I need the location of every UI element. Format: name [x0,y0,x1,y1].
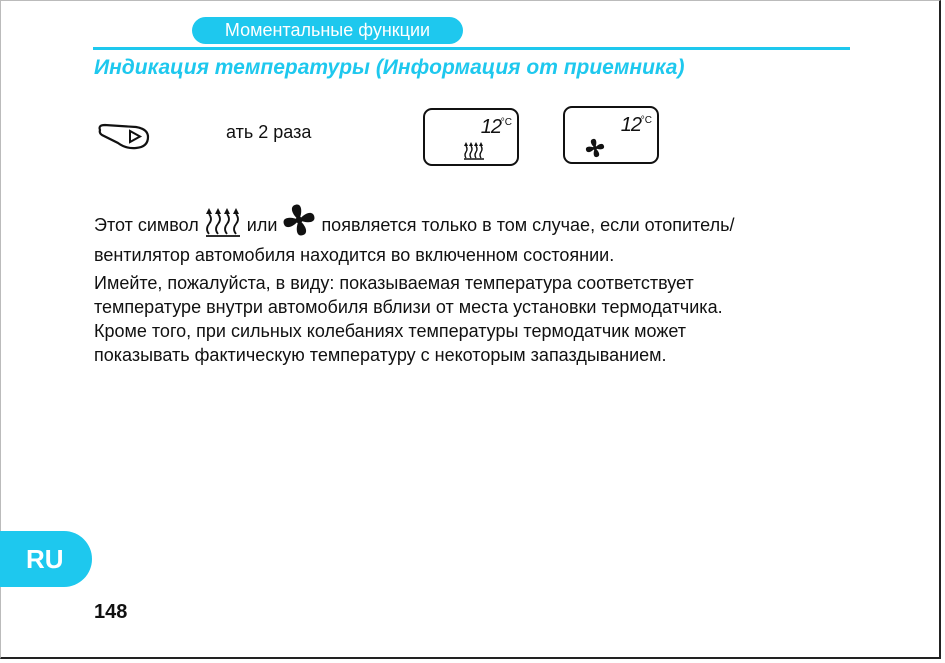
lcd-temperature: 12 [620,114,641,136]
p1-part3: появляется только в том случае, если отопитель/ [321,215,735,235]
lcd-temperature: 12 [480,116,501,138]
heater-icon [463,142,485,165]
language-badge: RU [0,531,92,587]
section-tab: Моментальные функции [192,17,463,44]
heater-icon [204,207,242,243]
page-heading: Индикация температуры (Информация от приемника) [94,56,685,79]
fan-icon [282,203,316,243]
fan-icon [585,138,605,163]
p1-part1: Этот символ [94,215,199,235]
note-line: температуре внутри автомобиля вблизи от места установки термодатчика. [94,297,723,317]
note-line: Кроме того, при сильных колебаниях температуры термодатчик может [94,321,687,341]
lcd-unit: °C [640,115,652,126]
note-line: показывать фактическую температуру с некоторым запаздыванием. [94,345,667,365]
heading-rule [93,47,850,50]
play-button-icon [96,121,150,156]
symbol-explanation [94,203,734,267]
press-instruction: ать 2 раза [226,122,312,142]
p1-line2: вентилятор автомобиля находится во включенном состоянии. [94,245,615,265]
note-line: Имейте, пожалуйста, в виду: показываемая температура соответствует [94,273,694,293]
lcd-display-heater [423,108,519,166]
lcd-display-fan [563,106,659,164]
p1-part2: или [246,215,278,235]
lcd-unit: °C [500,117,512,128]
page-number: 148 [94,601,128,623]
note-paragraph [94,271,723,367]
